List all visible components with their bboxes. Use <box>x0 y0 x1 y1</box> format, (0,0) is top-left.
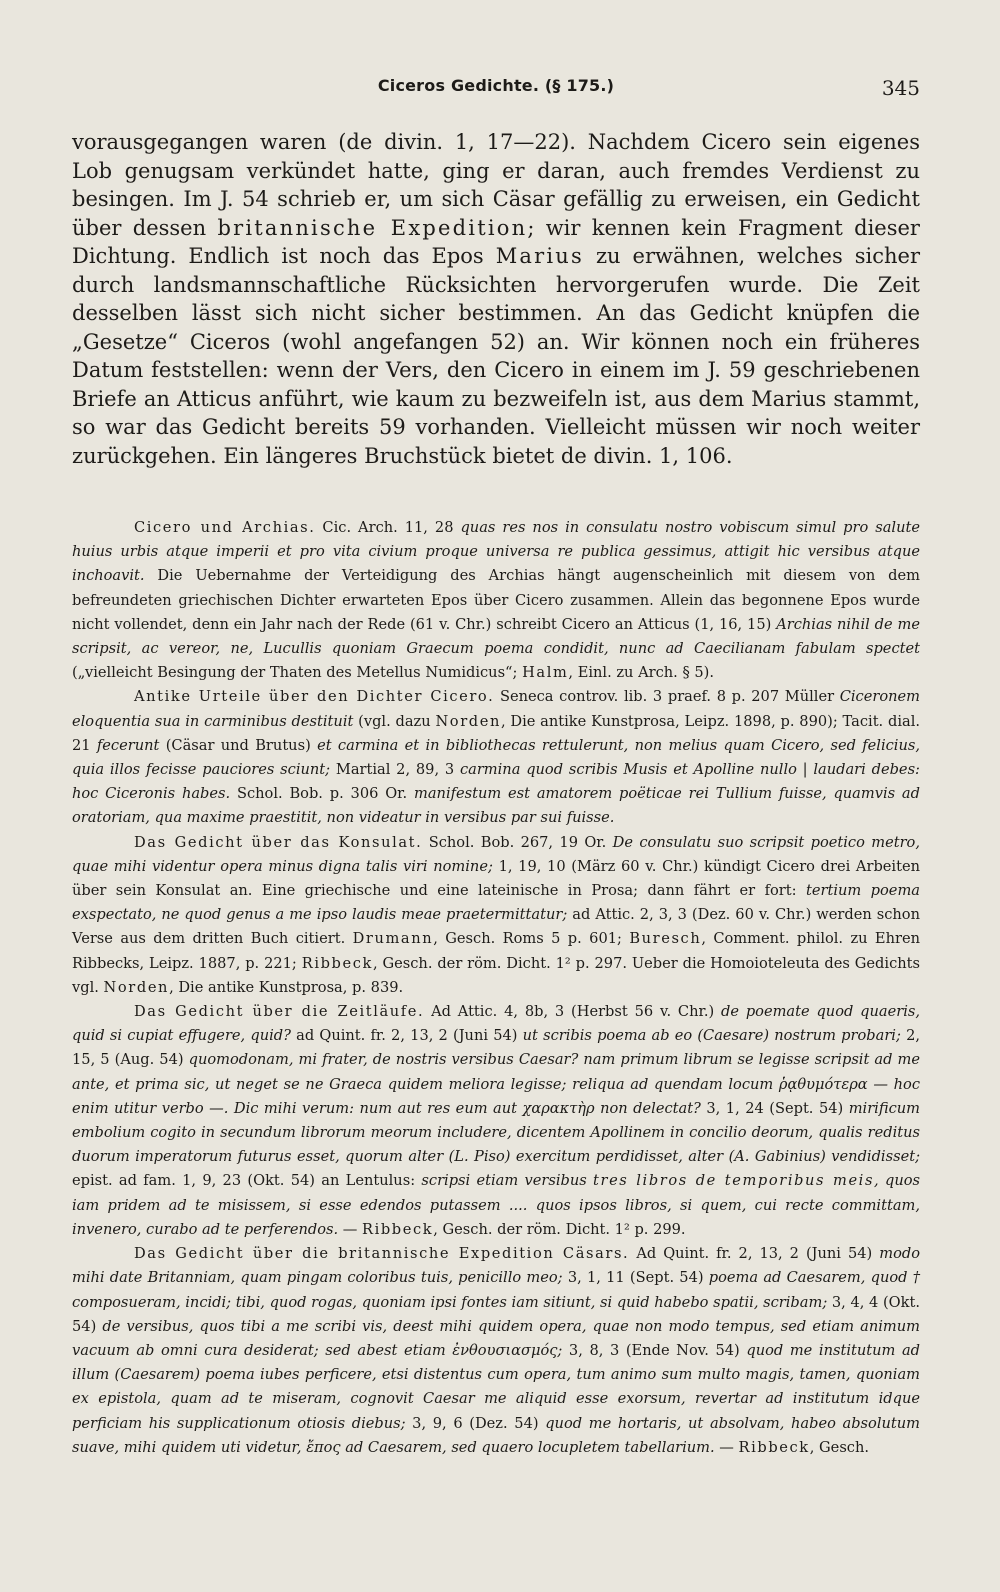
text-run: Martial 2, 89, 3 <box>330 761 460 779</box>
note-heading: Das Gedicht über die Zeitläufe. <box>134 1003 425 1021</box>
latin-quote: mirificum embolium cogito in secundum librorum meorum includere, dicentem Apollinem in concilio deorum, qualis reditus duorum imperatorum futurus esset, quorum alter (L. Piso) exercitum perdidisset, alter (A. Gabinius) vendidisset; <box>72 1099 920 1166</box>
text-run: (Cäsar und Brutus) <box>159 736 318 754</box>
latin-quote: poema ad Caesarem, quod † composueram, incidi; tibi, quod rogas, quoniam ipsi fontes iam sitiunt, si quid habebo spatii, scribam; <box>72 1269 920 1311</box>
spaced-term: britannische Expedition <box>217 215 528 240</box>
text-run: ad Quint. fr. 2, 13, 2 (Juni 54) <box>290 1027 523 1045</box>
text-run: Schol. Bob. p. 306 Or. <box>230 785 414 803</box>
text-run: zu erwähnen, welches sicher durch landsmannschaftliche Rücksichten hervorgerufen wurde. Die Zeit desselben lässt sich nicht sicher bestimmen. An das Gedicht knüpfen die „Gesetze“ Ciceros (wohl angefangen 52) an. Wir können noch ein früheres Datum feststellen: wenn der Vers, den Cicero in einem im J. 59 geschriebenen Briefe an Atticus anführt, wie kaum zu bezweifeln ist, aus dem Marius stammt, so war das Gedicht bereits 59 vorhanden. Vielleicht müssen wir noch weiter zurückgehen. Ein längeres Bruchstück bietet de divin. 1, 106. <box>72 244 920 468</box>
text-run: 3, 9, 6 (Dez. 54) <box>405 1414 546 1432</box>
note-antike-urteile <box>72 685 920 830</box>
main-text <box>72 128 920 470</box>
note-archias <box>72 516 920 685</box>
latin-quote: fecerunt <box>96 736 160 754</box>
text-run: , Gesch. Roms 5 p. 601; <box>433 930 630 948</box>
note-konsulat <box>72 831 920 1000</box>
running-header <box>72 76 920 102</box>
latin-quote: Ciceronem eloquentia sua in carminibus destituit <box>72 688 920 730</box>
text-run: 1, 19, 10 (März 60 v. Chr.) kündigt Cicero drei Arbeiten über sein Konsulat an. Eine griechische und eine lateinische in Prosa; dann fährt er fort: <box>72 857 920 900</box>
latin-quote: quod me institutum ad illum (Caesarem) poema iubes perficere, etsi distentus cum opera, tum animo sum multo magis, tamen, quoniam ex epistola, quam ad te miseram, cognovit Caesar me aliquid esse exorsum, revertar ad institutum idque perficiam his supplicationum otiosis diebus; <box>72 1341 920 1432</box>
text-run: vorausgegangen waren (de divin. 1, 17—22). Nachdem Cicero sein eigenes Lob genugsam verkündet hatte, ging er daran, auch fremdes Verdienst zu besingen. Im J. 54 schrieb er, um sich Cäsar gefällig zu erweisen, ein Gedicht über dessen <box>72 130 920 240</box>
text-run: 2, 15, 5 (Aug. 54) <box>72 1027 920 1069</box>
text-run: Ad Attic. 4, 8b, 3 (Herbst 56 v. Chr.) <box>424 1003 722 1021</box>
author-name: Ribbeck <box>301 954 373 972</box>
text-run: , Einl. zu Arch. § 5). <box>568 664 715 682</box>
text-run: („vielleicht Besingung der Thaten des Metellus Numidicus“; <box>72 664 523 682</box>
latin-quote: manifestum est amatorem poëticae rei Tullium fuisse, quamvis ad oratoriam, qua maxime praestitit, non videatur in versibus par sui fuisse. <box>72 785 920 827</box>
text-run: — <box>714 1438 739 1456</box>
text-run: 3, 1, 24 (Sept. 54) <box>700 1099 849 1117</box>
latin-quote: tertium poema exspectato, ne quod genus a me ipso laudis meae praetermittatur; <box>72 882 920 924</box>
latin-quote: scripsi etiam versibus <box>421 1172 594 1190</box>
author-name: Halm <box>522 664 569 682</box>
text-run: ad Attic. 2, 3, 3 (Dez. 60 v. Chr.) werden schon Verse aus dem dritten Buch citiert. <box>72 906 920 948</box>
latin-quote: Archias nihil de me scripsit, ac vereor, ne, Lucullis quoniam Graecum poema condidit, nunc ad Caecilianam fabulam spectet <box>72 615 921 658</box>
latin-quote: ut scribis poema ab eo (Caesare) nostrum probari; <box>522 1027 901 1045</box>
note-heading: Das Gedicht über das Konsulat. <box>134 833 423 851</box>
latin-quote: De consulatu suo scripsit poetico metro, quae mihi videntur opera minus digna talis viri nomine; <box>72 833 920 875</box>
author-name: Buresch <box>629 930 702 948</box>
page-number: 345 <box>881 76 920 100</box>
text-run: 3, 4, 4 (Okt. 54) <box>72 1293 920 1335</box>
text-run: — <box>338 1220 362 1238</box>
text-run: 3, 1, 11 (Sept. 54) <box>562 1269 709 1287</box>
note-zeitlaeufe <box>72 1000 920 1242</box>
author-name: Drumann <box>352 930 434 948</box>
latin-quote-spaced: tres libros de temporibus meis <box>593 1172 875 1190</box>
latin-quote: modo mihi date Britanniam, quam pingam coloribus tuis, penicillo meo; <box>72 1245 920 1287</box>
latin-quote: quomodonam, mi frater, de nostris versibus Caesar? nam primum librum se legisse scripsit ad me ante, et prima sic, ut neget se ne Graeca quidem meliora legisse; reliqua ad quendam locum ῥᾳθυμότερα — hoc enim utitur verbo —. Dic mihi verum: num aut res eum aut χαρακτὴρ non delectat? <box>72 1051 920 1117</box>
note-heading: Antike Urteile über den Dichter Cicero. <box>134 688 495 706</box>
text-run: , Comment. philol. zu Ehren Ribbecks, Leipz. 1887, p. 221; <box>72 930 920 972</box>
author-name: Norden <box>435 712 501 730</box>
text-run: 3, 8, 3 (Ende Nov. 54) <box>562 1341 747 1359</box>
text-run: , Gesch. der röm. Dicht. 1² p. 297. Ueber die Homoioteleuta des Gedichts vgl. <box>72 954 920 996</box>
text-run: , Gesch. <box>809 1438 870 1456</box>
latin-quote: de versibus, quos tibi a me scribi vis, deest mihi quidem opera, quae non modo tempus, sed etiam animum vacuum ab omni cura desiderat; sed abest etiam ἐνθουσιασμός; <box>72 1317 920 1359</box>
text-run: Ad Quint. fr. 2, 13, 2 (Juni 54) <box>629 1245 880 1263</box>
note-heading: Cicero und Archias. <box>134 519 316 536</box>
text-run: , Die antike Kunstprosa, Leipz. 1898, p. 890); Tacit. dial. 21 <box>72 712 920 754</box>
latin-quote: de poemate quod quaeris, quid si cupiat effugere, quid? <box>72 1003 920 1045</box>
notes-section <box>72 516 920 1460</box>
text-run: Cic. Arch. 11, 28 <box>315 519 461 536</box>
text-run: Schol. Bob. 267, 19 Or. <box>422 833 613 851</box>
author-name: Ribbeck <box>362 1220 434 1238</box>
latin-quote: carmina quod scribis Musis et Apolline nullo | laudari debes: hoc Ciceronis habes. <box>72 761 920 803</box>
note-britannische-expedition <box>72 1242 920 1460</box>
note-heading: Das Gedicht über die britannische Expedition Cäsars. <box>134 1245 630 1263</box>
latin-quote: , quos iam pridem ad te misissem, si esse edendos putassem .... quos ipsos libros, si quem, cui recte committam, invenero, curabo ad te perferendos. <box>72 1172 920 1238</box>
text-run: Seneca controv. lib. 3 praef. 8 p. 207 Müller <box>494 688 840 706</box>
text-run: , Gesch. der röm. Dicht. 1² p. 299. <box>433 1220 686 1238</box>
text-run: Die Uebernahme der Verteidigung des Archias hängt augenscheinlich mit diesem von dem befreundeten griechischen Dichter erwarteten Epos über Cicero zusammen. Allein das begonnene Epos wurde nicht vollendet, denn ein Jahr nach der Rede (61 v. Chr.) schreibt Cicero an Atticus (1, 16, 15) <box>72 567 920 633</box>
latin-quote: quod me hortaris, ut absolvam, habeo absolutum suave, mihi quidem uti videtur, ἔπος ad Caesarem, sed quaero locupletem tabellarium. <box>72 1414 921 1456</box>
latin-quote: et carmina et in bibliothecas rettulerunt, non melius quam Cicero, sed felicius, quia illos fecisse pauciores sciunt; <box>72 736 920 779</box>
latin-quote: quas res nos in consulatu nostro vobiscum simul pro salute huius urbis atque imperii et pro vita civium proque universa re publica gessimus, attigit hic versibus atque inchoavit. <box>72 519 920 585</box>
text-run: (vgl. dazu <box>353 712 436 730</box>
author-name: Ribbeck <box>738 1438 810 1456</box>
text-run: , Die antike Kunstprosa, p. 839. <box>169 978 404 996</box>
author-name: Norden <box>103 978 170 996</box>
spaced-term: Marius <box>495 244 584 268</box>
text-run: ; wir kennen kein Fragment dieser Dichtung. Endlich ist noch das Epos <box>72 215 920 268</box>
text-run: epist. ad fam. 1, 9, 23 (Okt. 54) an Lentulus: <box>72 1172 422 1190</box>
main-paragraph <box>72 128 920 470</box>
running-title: Ciceros Gedichte. (§ 175.) <box>377 76 615 95</box>
